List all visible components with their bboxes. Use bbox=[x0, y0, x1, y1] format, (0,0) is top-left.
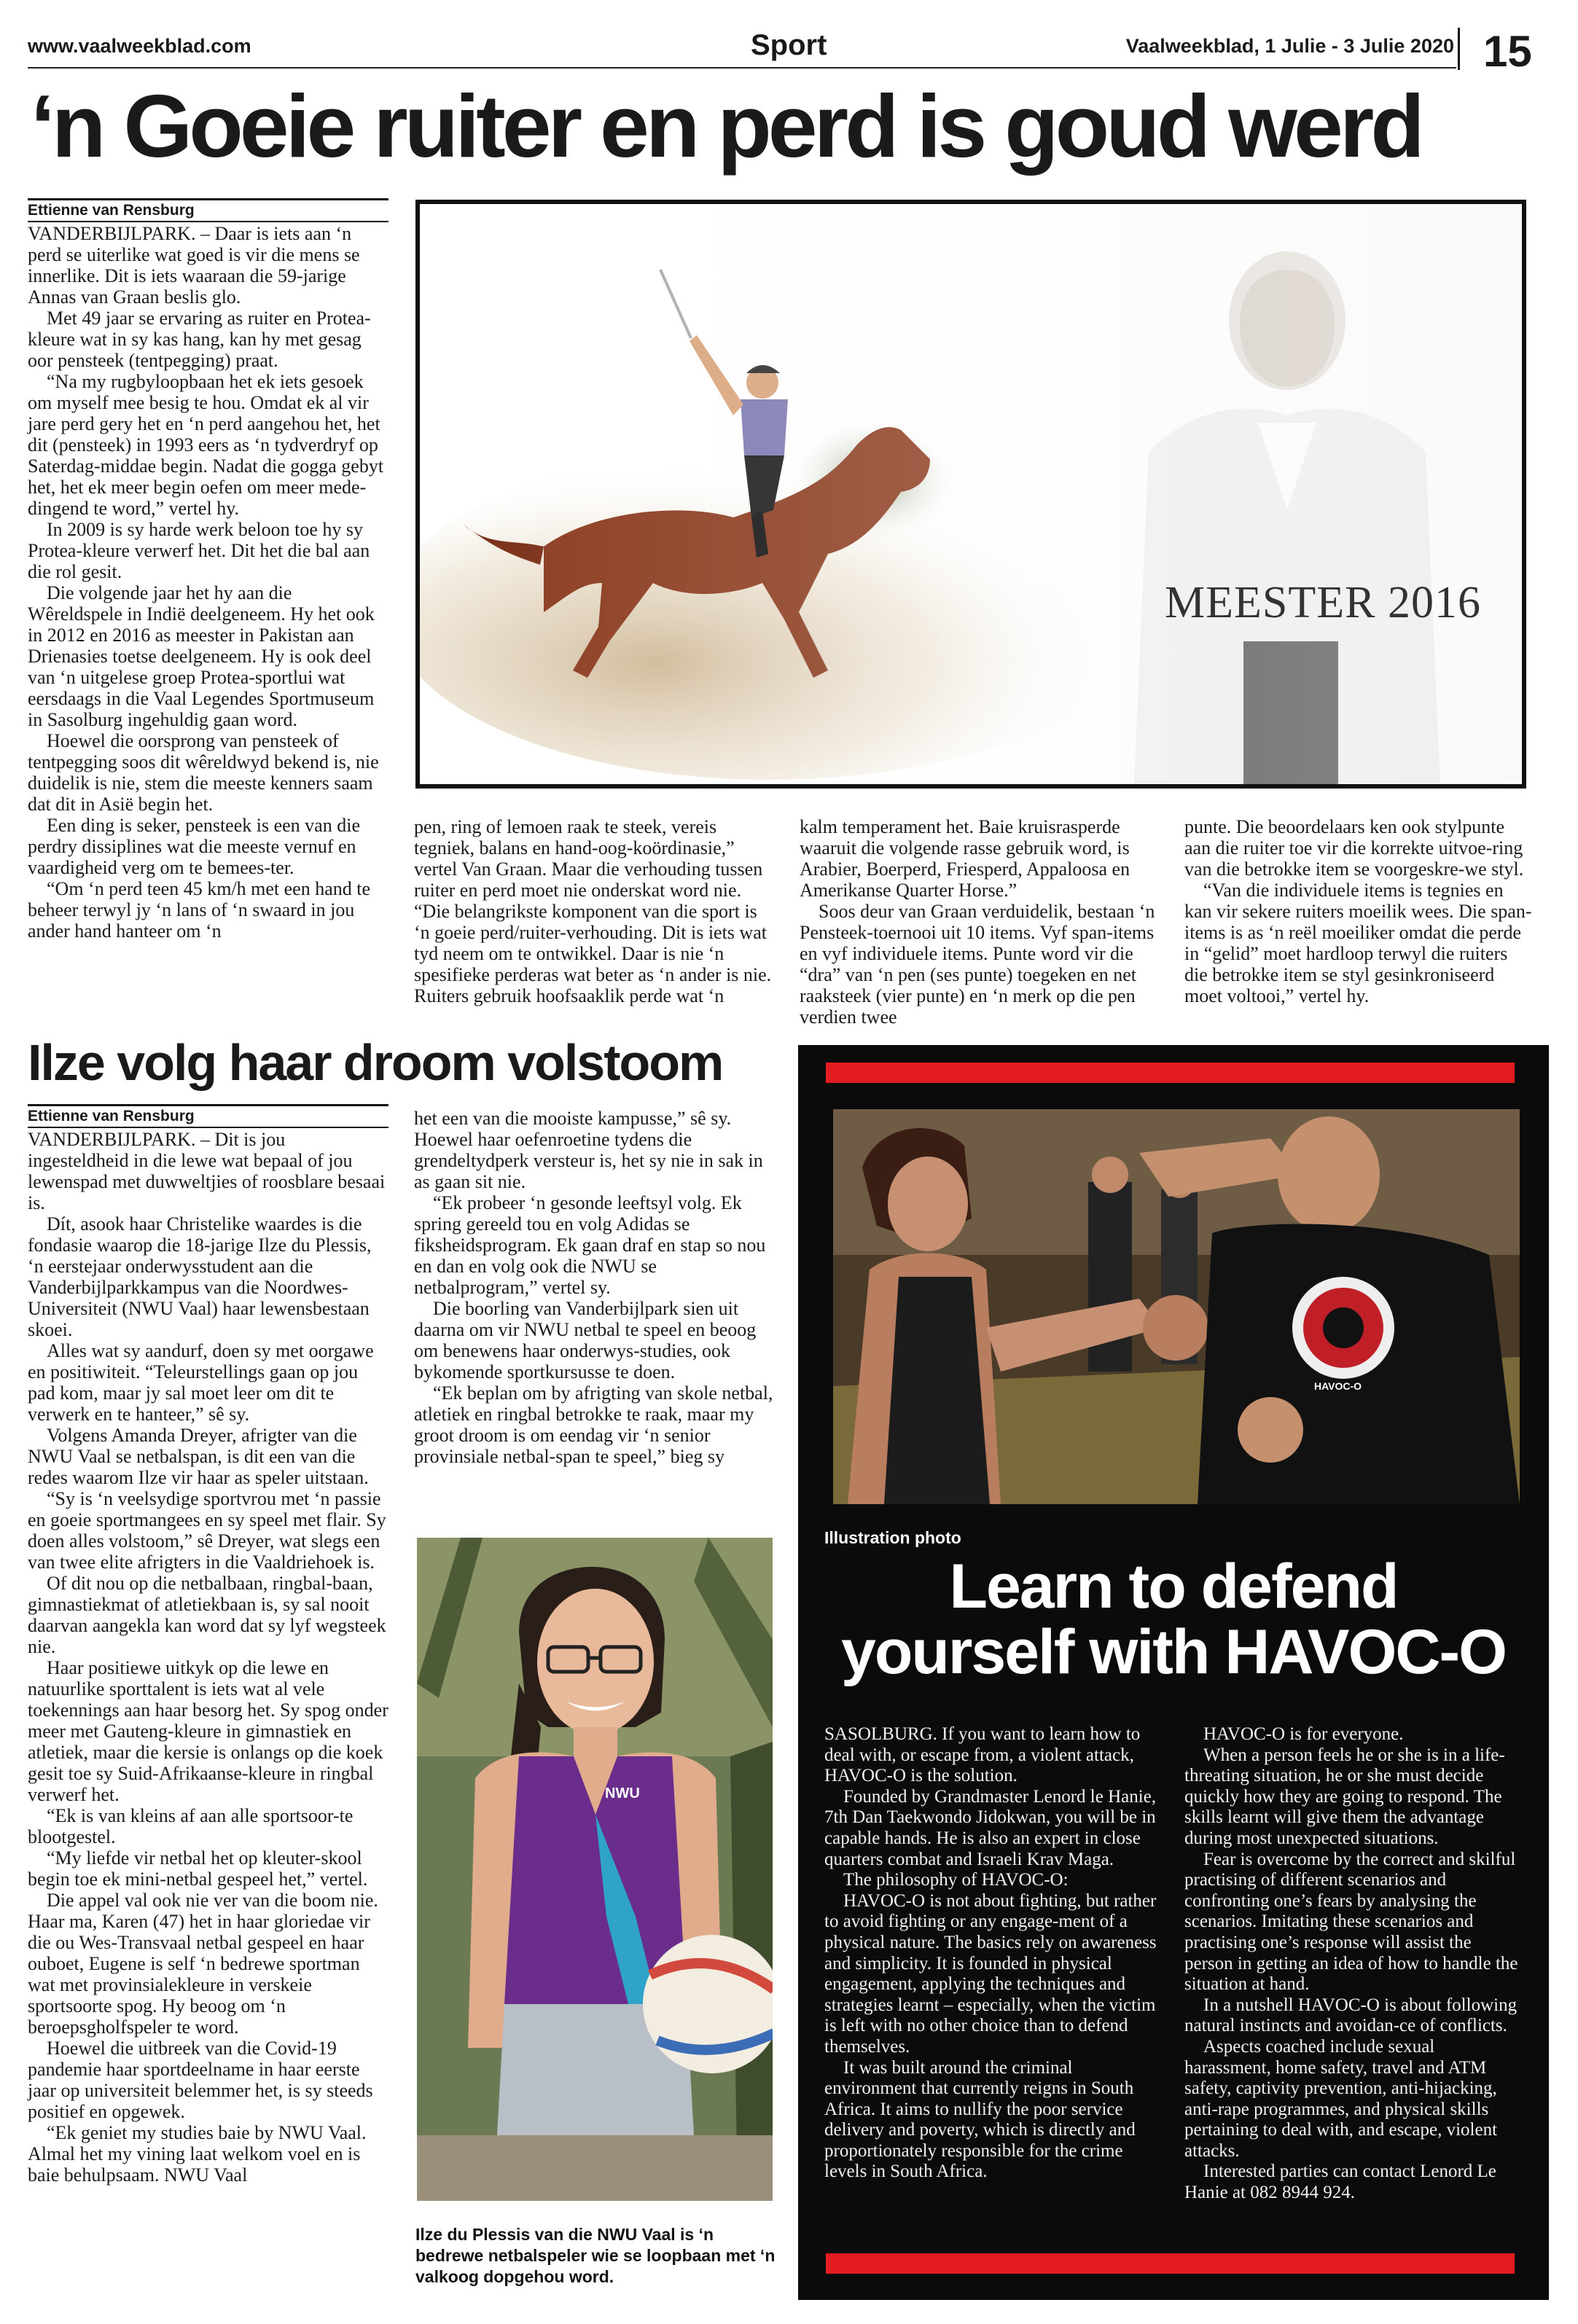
paragraph: Hoewel die uitbreek van die Covid-19 pandemie haar sportdeelname in haar eerste jaar op universiteit belemmer het, is sy steeds positief en opgewek. bbox=[28, 2038, 373, 2122]
horse-rider-illustration bbox=[420, 204, 1522, 784]
shirt-logo-text: HAVOC-O bbox=[1314, 1380, 1362, 1392]
paragraph: SASOLBURG. If you want to learn how to deal with, or escape from, a violent attack, HAVOC-O is the solution. bbox=[824, 1724, 1141, 1786]
article1-col2 bbox=[414, 816, 776, 1006]
paragraph: Met 49 jaar se ervaring as ruiter en Protea-kleure wat in sy kas hang, kan hy met gesag oor pensteek (tentpegging) praat. bbox=[28, 308, 371, 371]
paragraph: Die volgende jaar het hy aan die Wêreldspele in Indië deelgeneem. Hy het ook in 2012 en 2016 as meester in Pakistan aan Drienasies toetse deelgeneem. Hy is ook deel van ‘n uitgelese groep Protea-sportlui wat eersdaags in die Vaal Legendes Sportmuseum in Sasolburg ingehuldig gaan word. bbox=[28, 582, 375, 730]
article1-headline: ‘n Goeie ruiter en perd is goud werd bbox=[31, 77, 1421, 176]
netball-player-illustration bbox=[417, 1538, 773, 2201]
paragraph: In a nutshell HAVOC-O is about following natural instincts and avoidan-ce of conflicts. bbox=[1184, 1995, 1518, 2036]
paragraph: kalm temperament het. Baie kruisrasperde waaruit die volgende rasse gebruik word, is Arabier, Boerperd, Friesperd, Appaloosa en Amerikanse Quarter Horse.” bbox=[800, 816, 1130, 901]
red-bar-top bbox=[826, 1063, 1515, 1083]
paragraph: “Ek geniet my studies baie by NWU Vaal. Almal het my vining laat welkom voel en is baie behulpsaam. NWU Vaal bbox=[28, 2122, 367, 2186]
havoc-headline-line2: yourself with HAVOC-O bbox=[840, 1617, 1507, 1687]
havoc-headline-line1: Learn to defend bbox=[949, 1552, 1398, 1621]
paragraph: The philosophy of HAVOC-O: bbox=[843, 1870, 1069, 1890]
paragraph: “Ek is van kleins af aan alle sportsoor-te blootgestel. bbox=[28, 1805, 354, 1847]
paragraph: Interested parties can contact Lenord Le Hanie at 082 8944 924. bbox=[1184, 2161, 1496, 2203]
paragraph: Aspects coached include sexual harassment, home safety, travel and ATM safety, captivity prevention, anti-hijacking, anti-rape programmes, and physical skills pertaining to deal with, and escape, violent attacks. bbox=[1184, 2036, 1498, 2161]
paragraph: VANDERBIJLPARK. – Dit is jou ingesteldheid in die lewe wat bepaal of jou lewenspad met duwweltjies of roosblare besaai is. bbox=[28, 1129, 386, 1213]
paragraph: When a person feels he or she is in a life-threating situation, he or she must decide quickly how they are going to respond. The skills learnt will give them the advantage during most unexpected situations. bbox=[1184, 1745, 1505, 1848]
jersey-logo-text: NWU bbox=[605, 1785, 640, 1801]
paragraph: “Na my rugbyloopbaan het ek iets gesoek om myself mee besig te hou. Omdat ek al vir jare perd gery het en ‘n perd aangehou het, het dit (pensteek) in 1993 eers as ‘n tydverdryf op Saterdag-middae begin. Nadat die gogga gebyt het, het ek meer begin oefen om meer mede-dingend te word,” vertel hy. bbox=[28, 371, 384, 519]
paragraph: Volgens Amanda Dreyer, afrigter van die NWU Vaal se netbalspan, is dit een van die redes waarom Ilze vir haar as speler uitstaan. bbox=[28, 1425, 369, 1488]
havoc-col1 bbox=[824, 1724, 1160, 2183]
header-divider bbox=[1458, 28, 1460, 70]
illustration-photo-label: Illustration photo bbox=[824, 1528, 961, 1547]
website-url[interactable]: www.vaalweekblad.com bbox=[28, 35, 251, 57]
paragraph: Founded by Grandmaster Lenord le Hanie, 7th Dan Taekwondo Jidokwan, you will be in capable hands. He is also an expert in close quarters combat and Israeli Krav Maga. bbox=[824, 1786, 1157, 1869]
paragraph: Hoewel die oorsprong van pensteek of tentpegging soos dit wêreldwyd bekend is, nie duidelik is nie, stem die meeste kenners saam dat dit in Asië begin het. bbox=[28, 730, 379, 815]
paragraph: HAVOC-O is not about fighting, but rather to avoid fighting or any engage-ment of a physical nature. The basics rely on awareness and simplicity. It is founded in physical engagement, applying the techniques and strategies learnt – especially, when the victim is left with no other choice than to defend themselves. bbox=[824, 1890, 1157, 2057]
self-defence-illustration bbox=[833, 1109, 1520, 1504]
netball-player-photo bbox=[417, 1538, 773, 2201]
havoc-col2 bbox=[1184, 1724, 1520, 2204]
page-number: 15 bbox=[1483, 27, 1532, 76]
red-bar-bottom bbox=[826, 2253, 1515, 2274]
paragraph: VANDERBIJLPARK. – Daar is iets aan ‘n perd se uiterlike wat goed is vir die mens se innerlike. Dit is iets waaraan die 59-jarige Annas van Graan beslis glo. bbox=[28, 223, 360, 308]
paragraph: “Van die individuele items is tegnies en kan vir sekere ruiters moeilik wees. Die span-items is as ‘n reël moeiliker omdat die perde in “gelid” moet hardloop terwyl die ruiters die betrokke item se styl gesinkroniseerd moet voltooi,” vertel hy. bbox=[1184, 880, 1532, 1006]
paragraph: het een van die mooiste kampusse,” sê sy. Hoewel haar oefenroetine tydens die grendeltydperk versteur is, het sy nie in sak in as gaan sit nie. bbox=[414, 1108, 763, 1192]
paragraph: “Om ‘n perd teen 45 km/h met een hand te beheer terwyl jy ‘n lans of ‘n swaard in jou ander hand hanteer om ‘n bbox=[28, 878, 371, 942]
paragraph: “Ek probeer ‘n gesonde leeftsyl volg. Ek spring gereeld tou en volg Adidas se fiksheidsprogram. Ek gaan draf en stap so nou en dan en volg ook die NWU se netbalprogram,” vertel sy. bbox=[414, 1192, 766, 1298]
section-label: Sport bbox=[751, 29, 827, 61]
self-defence-photo bbox=[833, 1109, 1520, 1504]
article1-byline: Ettienne van Rensburg bbox=[28, 198, 388, 222]
paragraph: Fear is overcome by the correct and skilful practising of different scenarios and confronting one’s fears by analysing the scenarios. Imitating these scenarios and practising one’s response will assist the person in getting an idea of how to handle the situation at hand. bbox=[1184, 1849, 1518, 1995]
paragraph: punte. Die beoordelaars ken ook stylpunte aan die ruiter toe vir die korrekte uitvoe-ring van die betrokke item se voorgeskre-we styl. bbox=[1184, 816, 1524, 880]
article2-byline: Ettienne van Rensburg bbox=[28, 1104, 388, 1128]
paragraph: Alles wat sy aandurf, doen sy met oorgawe en positiwiteit. “Teleurstellings gaan op jou pad kom, maar jy sal moet leer om dit te verwerk en te hanteer,” sê sy. bbox=[28, 1340, 374, 1425]
paragraph: “Ek beplan om by afrigting van skole netbal, atletiek en ringbal betrokke te raak, maar my groot droom is om eendag vir ‘n senior provinsiale netbal-span te speel,” bieg sy bbox=[414, 1382, 773, 1467]
paragraph: Een ding is seker, pensteek is een van die perdry dissiplines wat die meeste vernuf en vaardigheid verg om te bemees-ter. bbox=[28, 815, 360, 878]
article2-col2 bbox=[414, 1108, 776, 1467]
paragraph: Die boorling van Vanderbijlpark sien uit daarna om vir NWU netbal te speel en beoog om benewens haar onderwys-studies, ook bykomende sportkursusse te doen. bbox=[414, 1298, 757, 1382]
header-rule bbox=[28, 67, 1456, 69]
article2-headline: Ilze volg haar droom volstoom bbox=[28, 1034, 723, 1091]
paragraph: “My liefde vir netbal het op kleuter-skool begin toe ek mini-netbal gespeel het,” vertel. bbox=[28, 1847, 368, 1890]
paragraph: Soos deur van Graan verduidelik, bestaan ‘n Pensteek-toernooi uit 10 items. Vyf span-items en vyf individuele items. Punte word vir die “dra” van ‘n pen (ses punte) toegeken en net raaksteek (vier punte) en ‘n merk op die pen verdien twee bbox=[800, 901, 1155, 1028]
paragraph: HAVOC-O is for everyone. bbox=[1203, 1724, 1404, 1744]
dateline: Vaalweekblad, 1 Julie - 3 Julie 2020 bbox=[1125, 35, 1454, 57]
paragraph: pen, ring of lemoen raak te steek, vereis tegniek, balans en hand-oog-koördinasie,” vertel Van Graan. Maar die verhouding tussen ruiter en perd moet nie onderskat word nie. “Die belangrikste komponent van die sport is ‘n goeie perd/ruiter-verhouding. Dit is iets wat tyd neem om te ontwikkel. Daar is nie ‘n spesifieke perderas wat beter as ‘n ander is nie. Ruiters gebruik hoofsaaklik perde wat ‘n bbox=[414, 816, 772, 1006]
havoc-box bbox=[798, 1045, 1549, 2300]
paragraph: Die appel val ook nie ver van die boom nie. Haar ma, Karen (47) het in haar gloriedae vir die ou Wes-Transvaal netbal gespeel en haar ouboet, Eugene is self ‘n bedrewe sportman wat met provinsialekleure in verskeie sportsoorte spog. Hy beoog om ‘n beroepsgholfspeler te word. bbox=[28, 1890, 378, 2038]
paragraph: In 2009 is sy harde werk beloon toe hy sy Protea-kleure verwerf het. Dit het die bal aan die rol gesit. bbox=[28, 519, 370, 582]
article1-col1 bbox=[28, 223, 388, 942]
netball-photo-caption: Ilze du Plessis van die NWU Vaal is ‘n bedrewe netbalspeler wie se loopbaan met ‘n valkoog dopgehou word. bbox=[415, 2225, 776, 2286]
paragraph: Of dit nou op die netbalbaan, ringbal-baan, gimnastiekmat of atletiekbaan is, sy sal nooit daarvan aangekla kan word dat sy lyf wegsteek nie. bbox=[28, 1573, 386, 1657]
horse-rider-photo bbox=[415, 200, 1526, 789]
paragraph: It was built around the criminal environment that currently reigns in South Africa. It aims to nullify the poor service delivery and poverty, which is directly and proportionately responsible for the crime levels in South Africa. bbox=[824, 2057, 1136, 2182]
meester-caption: MEESTER 2016 bbox=[1165, 578, 1481, 627]
article1-col3 bbox=[800, 816, 1161, 1028]
article2-col1 bbox=[28, 1129, 388, 2186]
paragraph: “Sy is ‘n veelsydige sportvrou met ‘n passie en goeie sportmangees en sy speel met flair. Sy doen alles volstoom,” sê Dreyer, wat slegs een van twee elite afrigters in die Vaaldriehoek is. bbox=[28, 1488, 386, 1573]
paragraph: Haar positiewe uitkyk op die lewe en natuurlike sporttalent is iets wat al vele toekennings aan haar besorg het. Sy spog onder meer met Gauteng-kleure in gimnastiek en atletiek, maar die kersie is onlangs op die koek gesit toe sy Suid-Afrikaanse-kleure in ringbal verwerf het. bbox=[28, 1657, 388, 1805]
article1-col4 bbox=[1184, 816, 1534, 1006]
paragraph: Dít, asook haar Christelike waardes is die fondasie waarop die 18-jarige Ilze du Plessis, ‘n eerstejaar onderwysstudent aan die Vanderbijlparkkampus van die Noordwes-Universiteit (NWU Vaal) haar lewensbestaan skoei. bbox=[28, 1213, 372, 1340]
